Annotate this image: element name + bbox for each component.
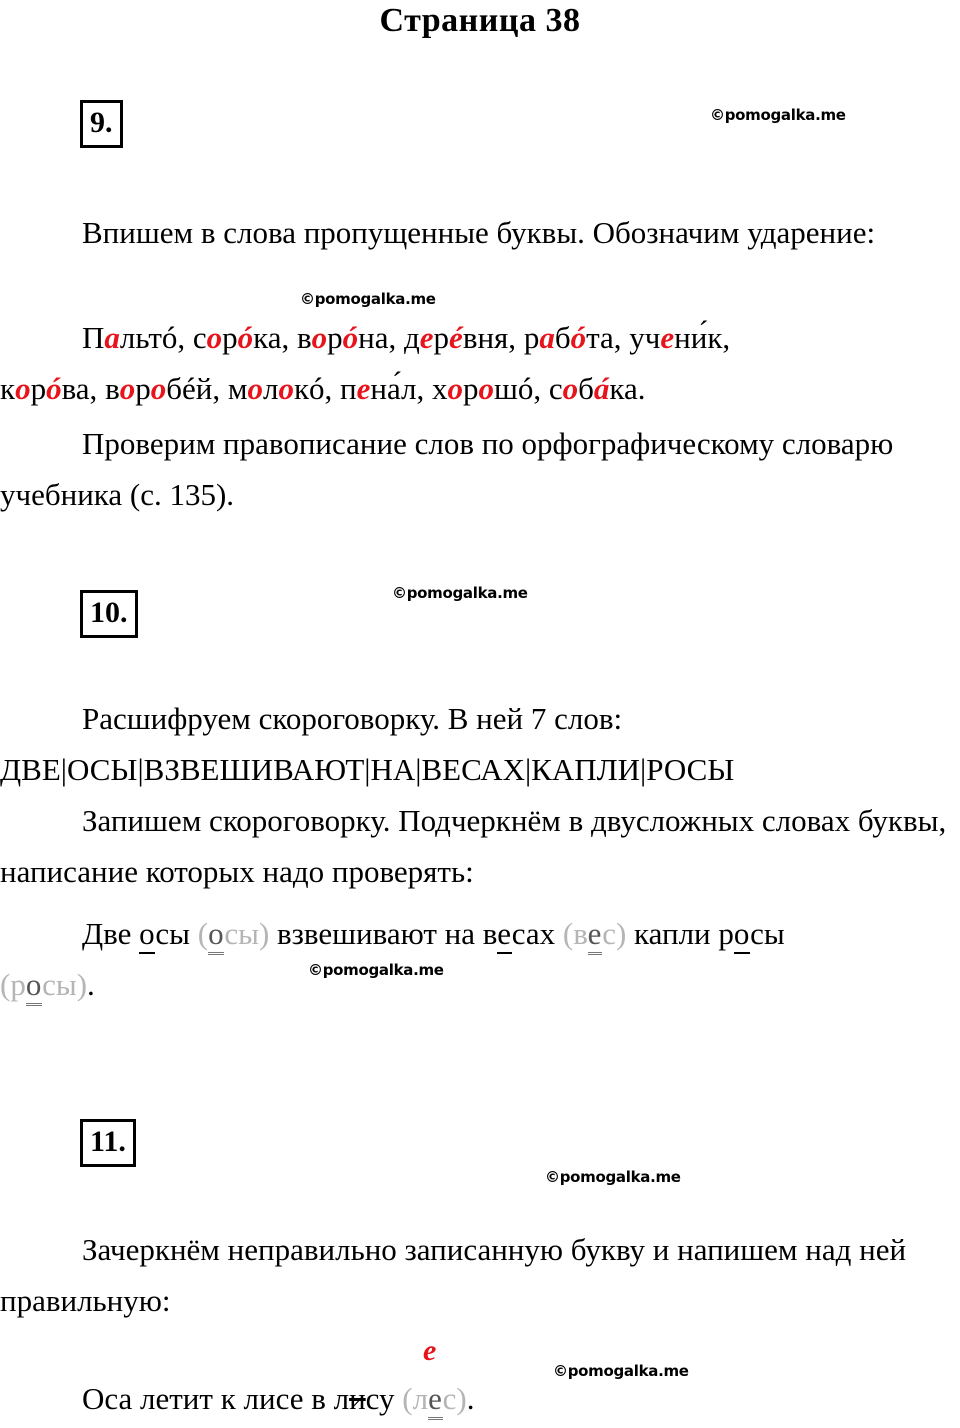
- sentence-text-1: Оса летит к лисе в л: [82, 1381, 350, 1416]
- watermark: ©pomogalka.me: [308, 961, 444, 979]
- word-moloko: молокó,: [227, 371, 333, 406]
- word-soroka: сорóка,: [192, 320, 290, 355]
- sentence-text-2: су: [365, 1381, 403, 1416]
- word-uchenik: учени́к,: [629, 320, 731, 355]
- word-horosho: хорошó,: [431, 371, 542, 406]
- word-sobaka: собáка.: [548, 371, 646, 406]
- paren-open: (р: [0, 967, 26, 1002]
- paren-open: (: [197, 916, 209, 951]
- check-word-rosy: [0, 967, 87, 1006]
- check-word-osy: [198, 916, 270, 955]
- task-11-sentence: [0, 1373, 960, 1424]
- task-9-intro-text: Впишем в слова пропущенные буквы. Обозначим ударение:: [82, 215, 876, 250]
- task-10-intro-text: Расшифруем скороговорку. В ней 7 слов:: [82, 701, 623, 736]
- check-word-les: [402, 1381, 466, 1420]
- check-rest: сы: [42, 967, 77, 1002]
- task-number-10: 10.: [80, 590, 138, 638]
- answer-word-vesah-rest: сах: [511, 916, 563, 951]
- word-palto: Пальтó,: [82, 320, 186, 355]
- page-title: Страница 38: [379, 2, 581, 39]
- answer-text-1: Две: [82, 916, 140, 951]
- answer-text-3: капли р: [626, 916, 734, 951]
- paren-open: (: [562, 916, 574, 951]
- underlined-letter-o1: о: [139, 916, 155, 954]
- task-11-intro: [0, 1224, 960, 1326]
- word-vorona: ворóна,: [297, 320, 397, 355]
- task-10-answer: [0, 908, 960, 1010]
- struck-letter-i: и: [349, 1381, 366, 1416]
- watermark: ©pomogalka.me: [710, 106, 846, 124]
- task-11-sentence-line: [0, 1373, 960, 1424]
- answer-period: .: [87, 967, 95, 1002]
- task-9-word-line-2: [0, 363, 960, 414]
- check-marked-letter-e1: е: [588, 916, 603, 955]
- task-9-outro-text: Проверим правописание слов по орфографическому словарю учебника (с. 135).: [0, 426, 894, 512]
- task-10-answer-line-2: [0, 959, 960, 1010]
- task-9-word-list: [0, 312, 960, 414]
- task-9-outro: [0, 418, 960, 520]
- watermark: ©pomogalka.me: [553, 1362, 689, 1380]
- task-10-instruction: [0, 795, 960, 897]
- check-marked-letter-o1: о: [208, 916, 224, 955]
- word-penal: пена́л,: [340, 371, 425, 406]
- watermark: ©pomogalka.me: [300, 290, 436, 308]
- answer-word-osy-rest: сы: [155, 916, 198, 951]
- check-rest: с: [602, 916, 616, 951]
- watermark: ©pomogalka.me: [392, 584, 528, 602]
- task-11-intro-text: Зачеркнём неправильно записанную букву и напишем над ней правильную:: [0, 1232, 907, 1318]
- task-10-answer-line: [0, 908, 960, 959]
- correction-letter-e: е: [423, 1334, 437, 1367]
- check-marked-letter-o2: о: [26, 967, 42, 1006]
- task-10-cipher-line: [0, 744, 960, 795]
- task-9-intro: [0, 207, 960, 258]
- answer-word-rosy-rest: сы: [750, 916, 785, 951]
- watermark: ©pomogalka.me: [545, 1168, 681, 1186]
- task-number-11: 11.: [80, 1119, 136, 1167]
- task-9-word-line-1: [0, 312, 960, 363]
- answer-text-2: взвешивают на в: [269, 916, 498, 951]
- word-vorobey: воробéй,: [105, 371, 221, 406]
- check-word-ves: [563, 916, 626, 955]
- check-rest: с: [442, 1381, 457, 1416]
- underlined-letter-o2: о: [734, 916, 750, 954]
- check-rest: сы: [224, 916, 259, 951]
- cipher-text: ДВЕ|ОСЫ|ВЗВЕШИВАЮТ|НА|ВЕСАХ|КАПЛИ|РОСЫ: [0, 752, 735, 787]
- underlined-letter-e1: е: [497, 916, 512, 954]
- word-derevnya: дерéвня,: [404, 320, 517, 355]
- word-rabota: рабóта,: [523, 320, 622, 355]
- task-10-intro: [0, 693, 960, 744]
- paren-close: ): [615, 916, 627, 951]
- paren-close: ): [258, 916, 270, 951]
- word-korova: корóва,: [0, 371, 98, 406]
- task-number-9: 9.: [80, 100, 123, 148]
- paren-close: ): [456, 1381, 467, 1416]
- paren-open: (л: [402, 1381, 429, 1416]
- sentence-period: .: [466, 1381, 475, 1416]
- task-10-instruction-text: Запишем скороговорку. Подчеркнём в двусложных словах буквы, написание которых надо проверять:: [0, 803, 947, 889]
- paren-close: ): [76, 967, 88, 1002]
- check-marked-letter-e: е: [428, 1381, 443, 1420]
- check-pre: в: [573, 916, 588, 951]
